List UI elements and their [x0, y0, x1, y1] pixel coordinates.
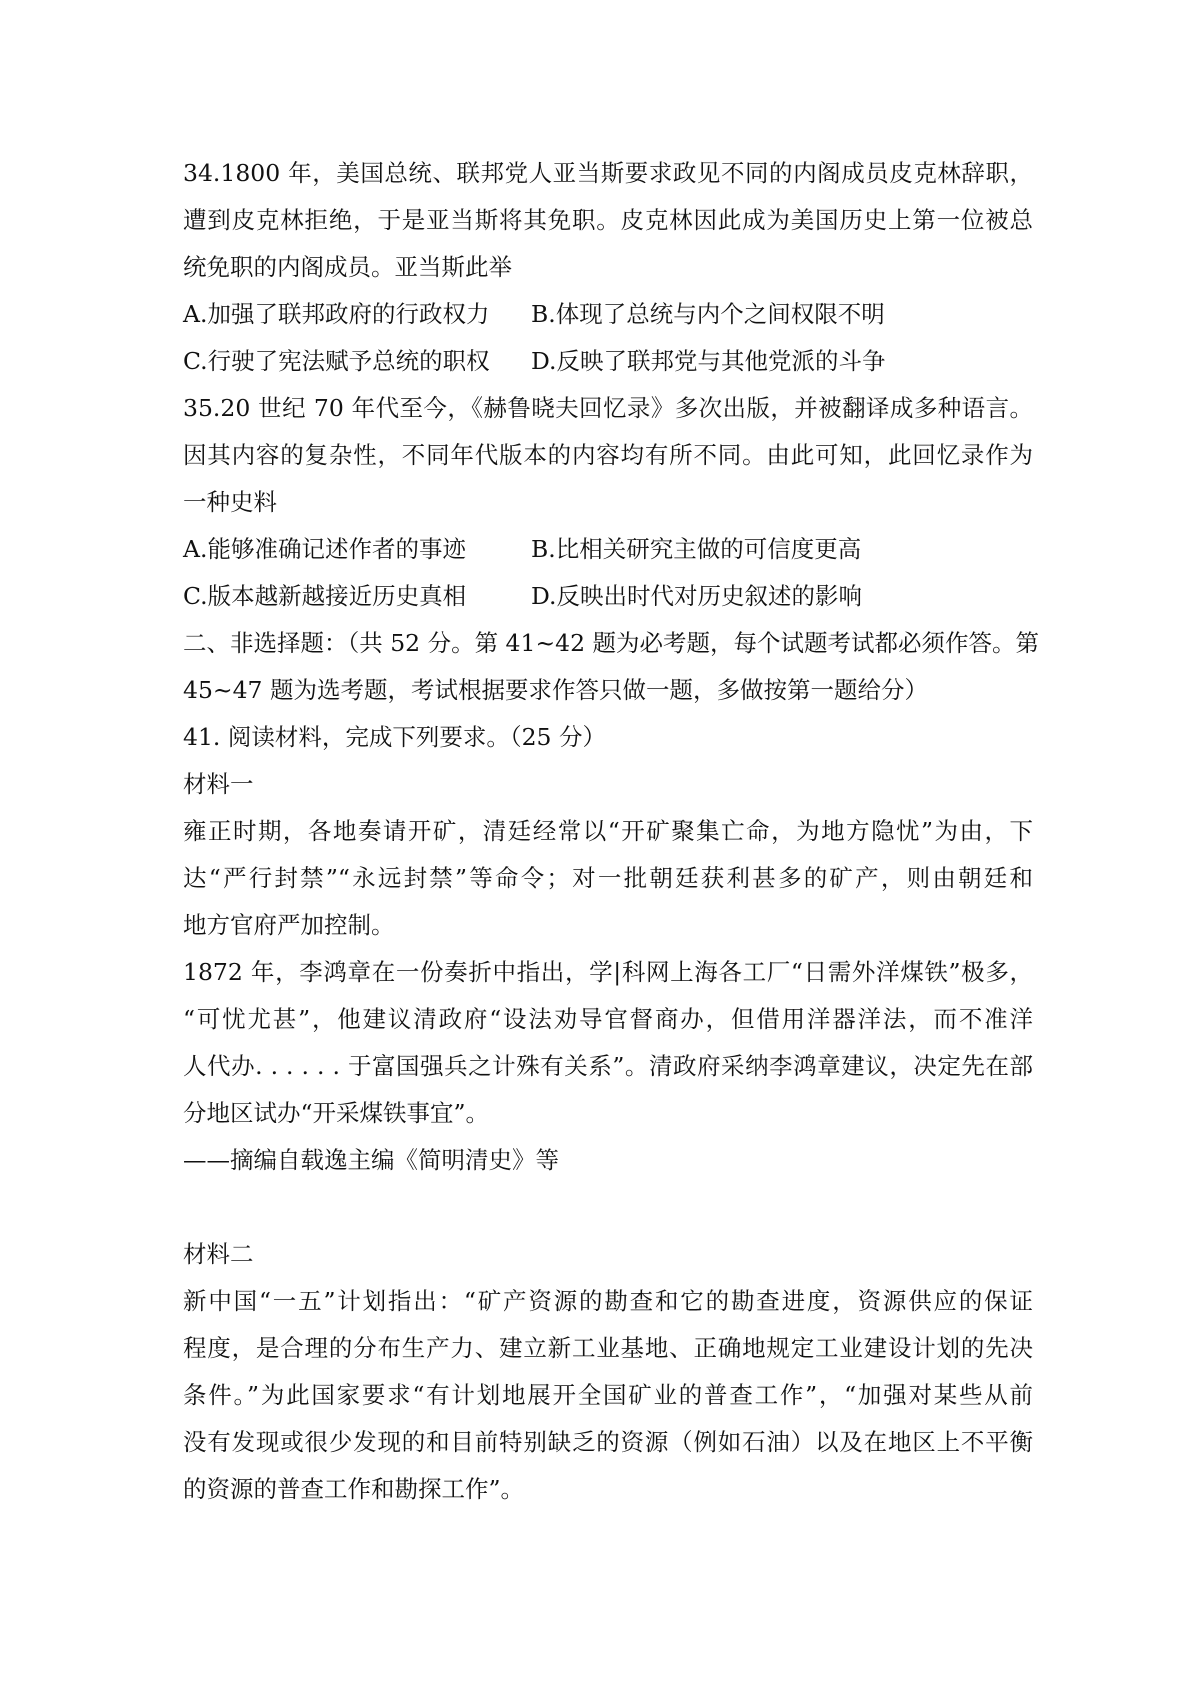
material-2-line-1: 新中国“一五”计划指出：“矿产资源的勘查和它的勘查进度，资源供应的保证: [183, 1287, 1033, 1315]
material-1-para1-line-2: 达“严行封禁”“永远封禁”等命令；对一批朝廷获利甚多的矿产，则由朝廷和: [183, 864, 1033, 892]
q35-stem-line-3: 一种史料: [183, 488, 277, 516]
q34-stem-line-2: 遭到皮克林拒绝，于是亚当斯将其免职。皮克林因此成为美国历史上第一位被总: [183, 206, 1033, 234]
q35-option-c: C.版本越新越接近历史真相: [183, 582, 467, 610]
q34-option-b: B.体现了总统与内个之间权限不明: [531, 300, 885, 328]
q34-stem-line-3: 统免职的内阁成员。亚当斯此举: [183, 253, 512, 281]
q35-stem-line-1: 35.20 世纪 70 年代至今，《赫鲁晓夫回忆录》多次出版，并被翻译成多种语言。: [183, 394, 1033, 422]
material-2-line-4: 没有发现或很少发现的和目前特别缺乏的资源（例如石油）以及在地区上不平衡: [183, 1428, 1033, 1456]
spacer: [183, 1184, 1033, 1231]
q34-option-a: A.加强了联邦政府的行政权力: [183, 300, 490, 328]
material-2-line-3: 条件。”为此国家要求“有计划地展开全国矿业的普查工作”，“加强对某些从前: [183, 1381, 1033, 1409]
q41-title: 41. 阅读材料，完成下列要求。（25 分）: [183, 723, 606, 751]
q34-option-d: D.反映了联邦党与其他党派的斗争: [531, 347, 886, 375]
q35-options-row-1: [183, 526, 1033, 573]
section-2-heading: [183, 620, 1040, 714]
q35-option-a: A.能够准确记述作者的事迹: [183, 535, 466, 563]
q34-options-row-1: [183, 291, 1033, 338]
material-1-para2-line-1: 1872 年，李鸿章在一份奏折中指出，学|科网上海各工厂“日需外洋煤铁”极多，: [183, 958, 1033, 986]
q35-options-row-2: [183, 573, 1033, 620]
q34-options-row-2: [183, 338, 1033, 385]
q35-stem-line-2: 因其内容的复杂性，不同年代版本的内容均有所不同。由此可知，此回忆录作为: [183, 441, 1033, 469]
question-35: [183, 385, 1033, 620]
material-2-line-5: 的资源的普查工作和勘探工作”。: [183, 1475, 525, 1503]
section-2-heading-line-1: 二、非选择题：（共 52 分。第 41~42 题为必考题，每个试题考试都必须作答。第: [183, 629, 1040, 657]
q35-option-d: D.反映出时代对历史叙述的影响: [531, 582, 862, 610]
section-2-heading-line-2: 45~47 题为选考题，考试根据要求作答只做一题，多做按第一题给分）: [183, 676, 928, 704]
q35-option-b: B.比相关研究主做的可信度更高: [531, 535, 862, 563]
material-2-line-2: 程度，是合理的分布生产力、建立新工业基地、正确地规定工业建设计划的先决: [183, 1334, 1033, 1362]
q34-stem-line-1: 34.1800 年，美国总统、联邦党人亚当斯要求政见不同的内阁成员皮克林辞职，: [183, 159, 1033, 187]
page-content: [183, 150, 1040, 1513]
material-1-label: 材料一: [183, 770, 254, 798]
question-41: [183, 714, 1033, 1513]
material-1-source: ——摘编自载逸主编《简明清史》等: [183, 1146, 559, 1174]
material-1-para1-line-3: 地方官府严加控制。: [183, 911, 395, 939]
material-1-para2-line-2: “可忧尤甚”，他建议清政府“设法劝导官督商办，但借用洋器洋法，而不准洋: [183, 1005, 1033, 1033]
material-1-para1-line-1: 雍正时期，各地奏请开矿，清廷经常以“开矿聚集亡命，为地方隐忧”为由，下: [183, 817, 1033, 845]
material-1-para2-line-4: 分地区试办“开采煤铁事宜”。: [183, 1099, 490, 1127]
q34-option-c: C.行驶了宪法赋予总统的职权: [183, 347, 490, 375]
material-2-label: 材料二: [183, 1240, 254, 1268]
material-1-para2-line-3: 人代办. . . . . . 于富国强兵之计殊有关系”。清政府采纳李鸿章建议，决定先在部: [183, 1052, 1033, 1080]
question-34: [183, 150, 1033, 385]
